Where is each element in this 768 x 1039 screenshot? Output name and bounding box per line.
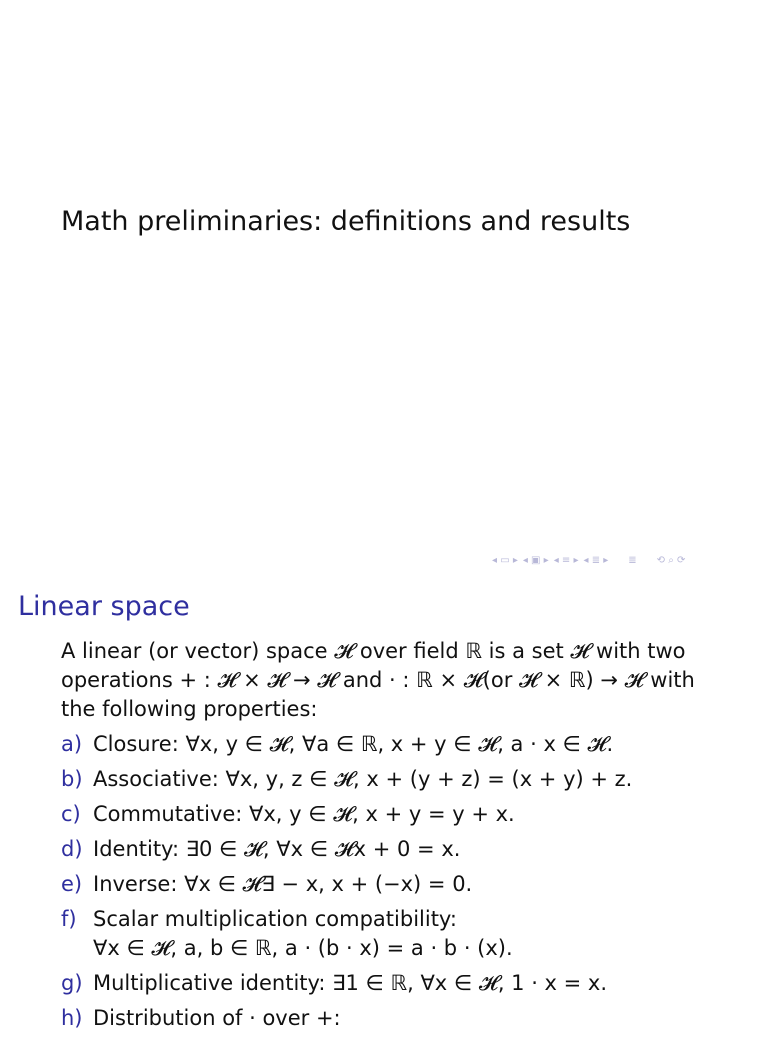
item-label: b) (61, 767, 83, 791)
item-label: c) (61, 802, 81, 826)
list-item (61, 800, 751, 829)
nav-subsubsection-icon[interactable]: ◂ ≣ ▸ (583, 555, 609, 566)
item-label: a) (61, 732, 83, 756)
list-item (61, 765, 751, 794)
item-text: Inverse: ∀x ∈ 𝓗∃ − x, x + (−x) = 0. (93, 872, 473, 896)
nav-frame-icon[interactable]: ◂ ▭ ▸ (492, 555, 518, 566)
frame-heading: Linear space (18, 591, 190, 622)
item-text: Commutative: ∀x, y ∈ 𝓗, x + y = y + x. (93, 802, 515, 826)
item-label: e) (61, 872, 83, 896)
item-label: g) (61, 971, 83, 995)
slide-title: Math preliminaries: definitions and results (61, 206, 631, 237)
intro-line: the following properties: (61, 697, 318, 721)
item-label: f) (61, 907, 77, 931)
item-label: h) (61, 1006, 83, 1030)
item-body (93, 905, 751, 963)
definition-intro (61, 637, 741, 724)
intro-line: A linear (or vector) space 𝓗 over field ℝ is a set 𝓗 with two (61, 639, 686, 663)
list-item (61, 905, 751, 963)
item-text: Multiplicative identity: ∃1 ∈ ℝ, ∀x ∈ 𝓗, 1 · x = x. (93, 971, 608, 995)
item-text: Scalar multiplication compatibility: (93, 907, 457, 931)
list-item (61, 730, 751, 759)
item-text: Associative: ∀x, y, z ∈ 𝓗, x + (y + z) = (x + y) + z. (93, 767, 633, 791)
nav-subsection-icon[interactable]: ◂ ▣ ▸ (522, 555, 549, 566)
list-item (61, 969, 751, 998)
list-item (61, 1004, 751, 1033)
property-list (61, 730, 751, 1039)
item-text: Distribution of · over +: (93, 1006, 341, 1030)
item-text: Identity: ∃0 ∈ 𝓗, ∀x ∈ 𝓗x + 0 = x. (93, 837, 461, 861)
list-item (61, 870, 751, 899)
linear-space-slide (0, 580, 768, 1030)
item-text: Closure: ∀x, y ∈ 𝓗, ∀a ∈ ℝ, x + y ∈ 𝓗, a · x ∈ 𝓗. (93, 732, 614, 756)
beamer-navigation-bar (492, 555, 685, 566)
nav-controls-icon[interactable]: ⟲ ⌕ ⟳ (656, 555, 686, 566)
intro-line: operations + : 𝓗 × 𝓗 → 𝓗 and · : ℝ × 𝓗(or 𝓗 × ℝ) → 𝓗 with (61, 668, 695, 692)
nav-appendix-icon[interactable]: ≣ (628, 555, 637, 566)
item-label: d) (61, 837, 83, 861)
list-item (61, 835, 751, 864)
nav-section-icon[interactable]: ◂ ≡ ▸ (553, 555, 579, 566)
item-text-continued: ∀x ∈ 𝓗, a, b ∈ ℝ, a · (b · x) = a · b · (x). (93, 936, 513, 960)
